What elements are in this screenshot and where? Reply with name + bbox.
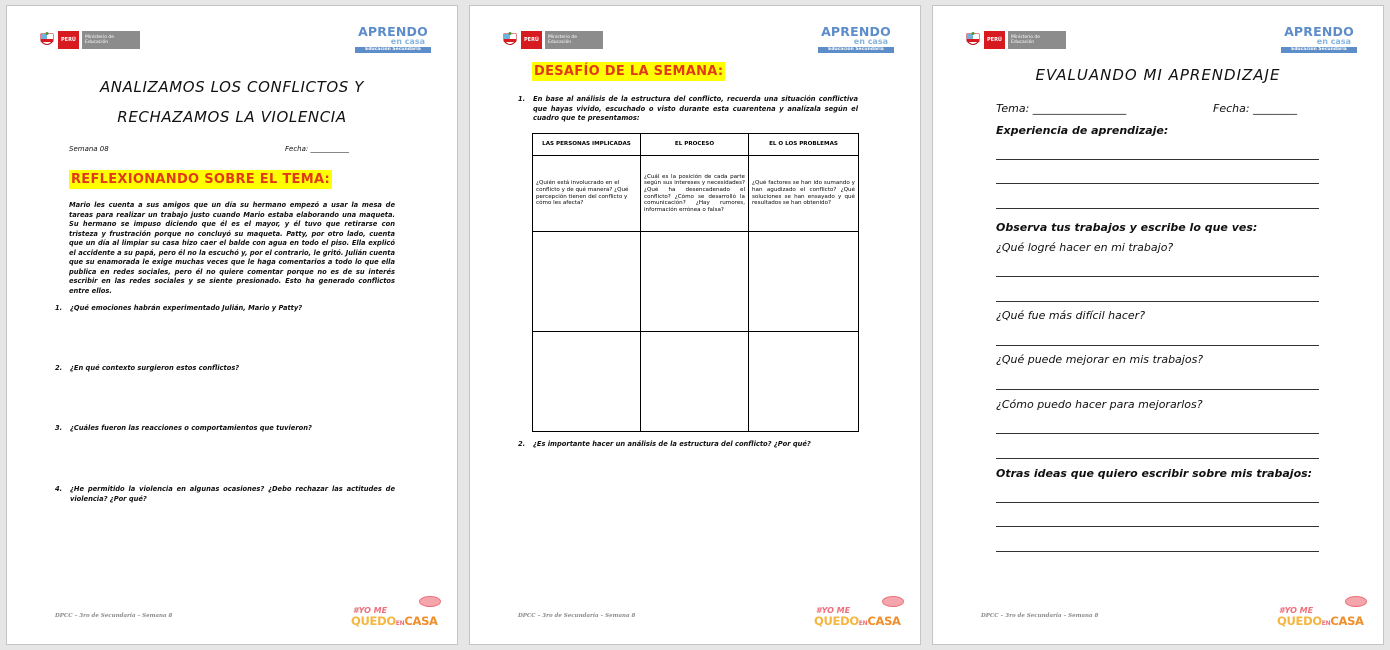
badge-icon (419, 596, 441, 607)
table-row-empty (533, 232, 859, 332)
question-text: ¿En qué contexto surgieron estos conflictos? (70, 364, 240, 372)
aprendo-sub: en casa (853, 37, 888, 46)
aprendo-band: Educación Secundaria (1281, 47, 1357, 53)
aprendo-title: APRENDO (821, 24, 891, 39)
ministerio-label: Ministerio de Educación (1008, 31, 1066, 49)
aprendo-en-casa-logo (1281, 26, 1357, 53)
question-1 (55, 304, 395, 314)
tema-field: Tema: _________________ (996, 102, 1127, 115)
page-title-line-2: RECHAZAMOS LA VIOLENCIA (117, 108, 347, 126)
badge-icon (882, 596, 904, 607)
answer-line[interactable] (996, 345, 1319, 346)
table-row-empty (533, 332, 859, 432)
question-number: 2. (55, 364, 63, 372)
fecha-field: Fecha: ________ (1213, 102, 1298, 115)
header-problemas: EL O LOS PROBLEMAS (749, 134, 859, 156)
yome-en: EN (858, 620, 868, 627)
aprendo-title: APRENDO (358, 24, 428, 39)
yome-casa: CASA (867, 614, 901, 628)
page-2 (469, 5, 921, 645)
observa-heading: Observa tus trabajos y escribe lo que ves: (996, 221, 1258, 234)
aprendo-en-casa-logo (355, 26, 431, 53)
question-number: 3. (55, 424, 63, 432)
answer-line[interactable] (996, 183, 1319, 184)
question-text: ¿He permitido la violencia en algunas ocasiones? ¿Debo rechazar las actitudes de violencia? ¿Por qué? (70, 485, 395, 503)
empty-cell[interactable] (749, 232, 859, 332)
yo-me-quedo-en-casa-logo (351, 596, 445, 630)
yome-quedo: QUEDO (351, 614, 396, 628)
answer-line[interactable] (996, 159, 1319, 160)
section-heading: REFLEXIONANDO SOBRE EL TEMA: (71, 172, 331, 187)
cell-proceso: ¿Cuál es la posición de cada parte según sus intereses y necesidades? ¿Qué ha desencadenado el conflicto? ¿Cómo se desarrolló la comunicación? ¿Hay rumores, información errónea o falsa? (641, 156, 749, 232)
question-number: 1. (55, 304, 63, 312)
footer-course: DPCC – 3ro de Secundaria – Semana 8 (518, 613, 636, 619)
answer-line[interactable] (996, 526, 1319, 527)
yo-me-quedo-en-casa-logo (1277, 596, 1371, 630)
minedu-logo (39, 30, 140, 50)
yome-quedo: QUEDO (814, 614, 859, 628)
yome-line-1: #YO ME (816, 606, 851, 615)
yome-line-2 (1277, 614, 1364, 628)
page-title-line-1: ANALIZAMOS LOS CONFLICTOS Y (99, 78, 365, 96)
minedu-logo (502, 30, 603, 50)
peru-label: PERÚ (58, 31, 79, 49)
page-title: EVALUANDO MI APRENDIZAJE (1035, 66, 1281, 84)
page-1 (6, 5, 458, 645)
aprendo-en-casa-logo (818, 26, 894, 53)
empty-cell[interactable] (641, 232, 749, 332)
question-logre: ¿Qué logré hacer en mi trabajo? (996, 241, 1174, 254)
cell-problemas: ¿Qué factores se han ido sumando y han agudizado el conflicto? ¿Qué soluciones se han ensayado y qué resultados se han obtenido? (749, 156, 859, 232)
coat-of-arms-icon (965, 32, 981, 49)
answer-line[interactable] (996, 433, 1319, 434)
yome-line-2 (814, 614, 901, 628)
question-text: ¿Cuáles fueron las reacciones o comportamientos que tuvieron? (70, 424, 312, 432)
question-dificil: ¿Qué fue más difícil hacer? (996, 309, 1146, 322)
question-number: 1. (518, 95, 526, 103)
experiencia-heading: Experiencia de aprendizaje: (996, 124, 1169, 137)
question-text: En base al análisis de la estructura del conflicto, recuerda una situación conflictiva que hayas vivido, escuchado o visto durante esta cuarentena y analízala según el cuadro que te presentamos: (533, 95, 858, 122)
footer-course: DPCC – 3ro de Secundaria – Semana 8 (981, 613, 1099, 619)
aprendo-title: APRENDO (1284, 24, 1354, 39)
question-4 (55, 485, 395, 504)
yome-casa: CASA (1330, 614, 1364, 628)
answer-line[interactable] (996, 502, 1319, 503)
badge-icon (1345, 596, 1367, 607)
question-text: ¿Qué emociones habrán experimentado Julián, Mario y Patty? (70, 304, 303, 312)
question-3 (55, 424, 395, 434)
otras-ideas-heading: Otras ideas que quiero escribir sobre mis trabajos: (996, 467, 1313, 480)
ministerio-label: Ministerio de Educación (82, 31, 140, 49)
story-paragraph: Mario les cuenta a sus amigos que un día su hermano empezó a usar la mesa de tareas para realizar un trabajo justo cuando Mario estaba elaborando una maqueta. Su hermano se impuso diciendo que él es el mayor, y él tuvo que retirarse con tristeza y frustración porque no concluyó su maqueta. Patty, por otro lado, cuenta que un día al limpiar su casa hizo caer el balde con agua en todo el piso. Ella explicó el accidente a su papá, pero él no la escuchó y, por el contrario, le gritó. Julián cuenta que su enamorada le exige muchas veces que le haga comentarios a todo lo que ella publica en redes sociales, pero él no quiere comentar porque no es de su interés escribir en las redes sociales y se siente presionado. Esto ha generado conflictos entre ellos. (69, 201, 395, 295)
coat-of-arms-icon (502, 32, 518, 49)
header-personas: LAS PERSONAS IMPLICADAS (533, 134, 641, 156)
aprendo-band: Educación Secundaria (355, 47, 431, 53)
peru-label: PERÚ (521, 31, 542, 49)
question-mejorar: ¿Qué puede mejorar en mis trabajos? (996, 353, 1204, 366)
cell-personas: ¿Quién está involucrado en el conflicto y de qué manera? ¿Qué percepción tienen del conflicto y cómo les afecta? (533, 156, 641, 232)
minedu-logo (965, 30, 1066, 50)
question-text: ¿Es importante hacer un análisis de la estructura del conflicto? ¿Por qué? (533, 440, 811, 448)
question-como: ¿Cómo puedo hacer para mejorarlos? (996, 398, 1203, 411)
question-number: 2. (518, 440, 526, 448)
yome-en: EN (1321, 620, 1331, 627)
aprendo-band: Educación Secundaria (818, 47, 894, 53)
answer-line[interactable] (996, 208, 1319, 209)
fecha-field: Fecha: ___________ (285, 145, 349, 153)
conflict-structure-table (532, 133, 859, 432)
empty-cell[interactable] (533, 232, 641, 332)
empty-cell[interactable] (533, 332, 641, 432)
semana-label: Semana 08 (69, 145, 109, 153)
question-number: 4. (55, 485, 63, 493)
empty-cell[interactable] (749, 332, 859, 432)
coat-of-arms-icon (39, 32, 55, 49)
yo-me-quedo-en-casa-logo (814, 596, 908, 630)
challenge-question-2 (518, 440, 858, 450)
yome-line-2 (351, 614, 438, 628)
yome-quedo: QUEDO (1277, 614, 1322, 628)
peru-label: PERÚ (984, 31, 1005, 49)
yome-line-1: #YO ME (1279, 606, 1314, 615)
answer-line[interactable] (996, 458, 1319, 459)
table-header-row (533, 134, 859, 156)
answer-line[interactable] (996, 301, 1319, 302)
page-3 (932, 5, 1384, 645)
question-2 (55, 364, 395, 374)
answer-line[interactable] (996, 551, 1319, 552)
empty-cell[interactable] (641, 332, 749, 432)
answer-line[interactable] (996, 389, 1319, 390)
table-row (533, 156, 859, 232)
challenge-question-1 (518, 95, 858, 124)
aprendo-sub: en casa (1316, 37, 1351, 46)
footer-course: DPCC – 3ro de Secundaria – Semana 8 (55, 613, 173, 619)
aprendo-sub: en casa (390, 37, 425, 46)
answer-line[interactable] (996, 276, 1319, 277)
ministerio-label: Ministerio de Educación (545, 31, 603, 49)
section-heading: DESAFÍO DE LA SEMANA: (534, 64, 724, 79)
yome-line-1: #YO ME (353, 606, 388, 615)
yome-casa: CASA (404, 614, 438, 628)
yome-en: EN (395, 620, 405, 627)
header-proceso: EL PROCESO (641, 134, 749, 156)
